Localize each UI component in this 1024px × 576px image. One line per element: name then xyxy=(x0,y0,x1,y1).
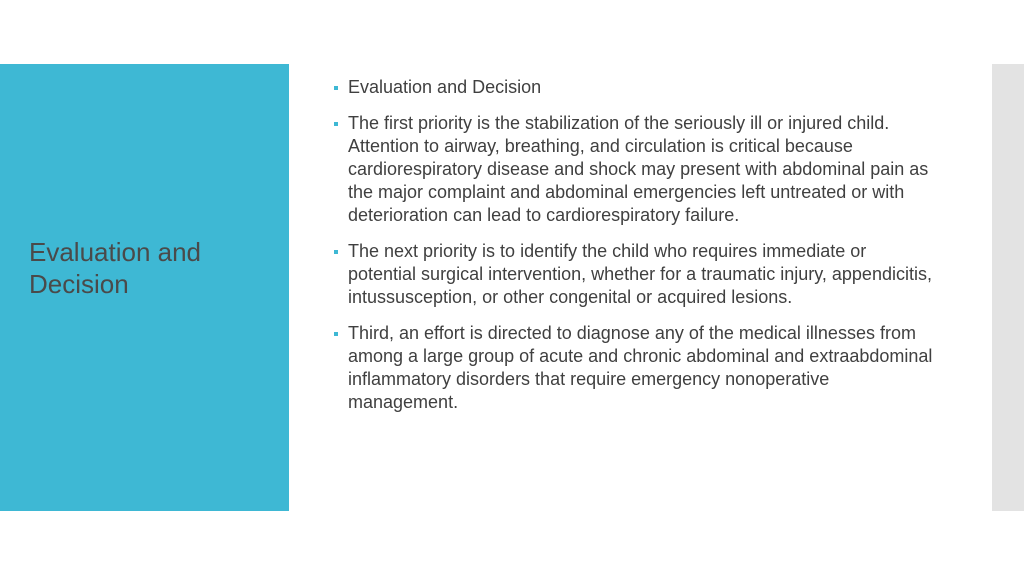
bullet-item xyxy=(334,76,934,99)
bullet-text: The first priority is the stabilization of the seriously ill or injured child. Attention to airway, breathing, and circulation is critical because cardiorespiratory disease and shock may present with abdominal pain as the major complaint and abdominal emergencies left untreated or with deterioration can lead to cardiorespiratory failure. xyxy=(348,113,929,225)
bullet-text: Evaluation and Decision xyxy=(348,77,542,97)
bullet-icon xyxy=(334,86,338,90)
bullet-list xyxy=(334,76,934,427)
bullet-text: The next priority is to identify the child who requires immediate or potential surgical intervention, whether for a traumatic injury, appendicitis, intussusception, or other congenital or acquired lesions. xyxy=(348,241,932,307)
bullet-item xyxy=(334,322,934,414)
bullet-icon xyxy=(334,122,338,126)
bullet-icon xyxy=(334,332,338,336)
right-accent-strip xyxy=(992,64,1024,511)
slide-title: Evaluation and Decision xyxy=(29,237,202,299)
bullet-text: Third, an effort is directed to diagnose any of the medical illnesses from among a large group of acute and chronic abdominal and extraabdominal inflammatory disorders that require emergency nonoperative management. xyxy=(348,323,933,412)
bullet-icon xyxy=(334,250,338,254)
bullet-item xyxy=(334,240,934,309)
bullet-item xyxy=(334,112,934,227)
